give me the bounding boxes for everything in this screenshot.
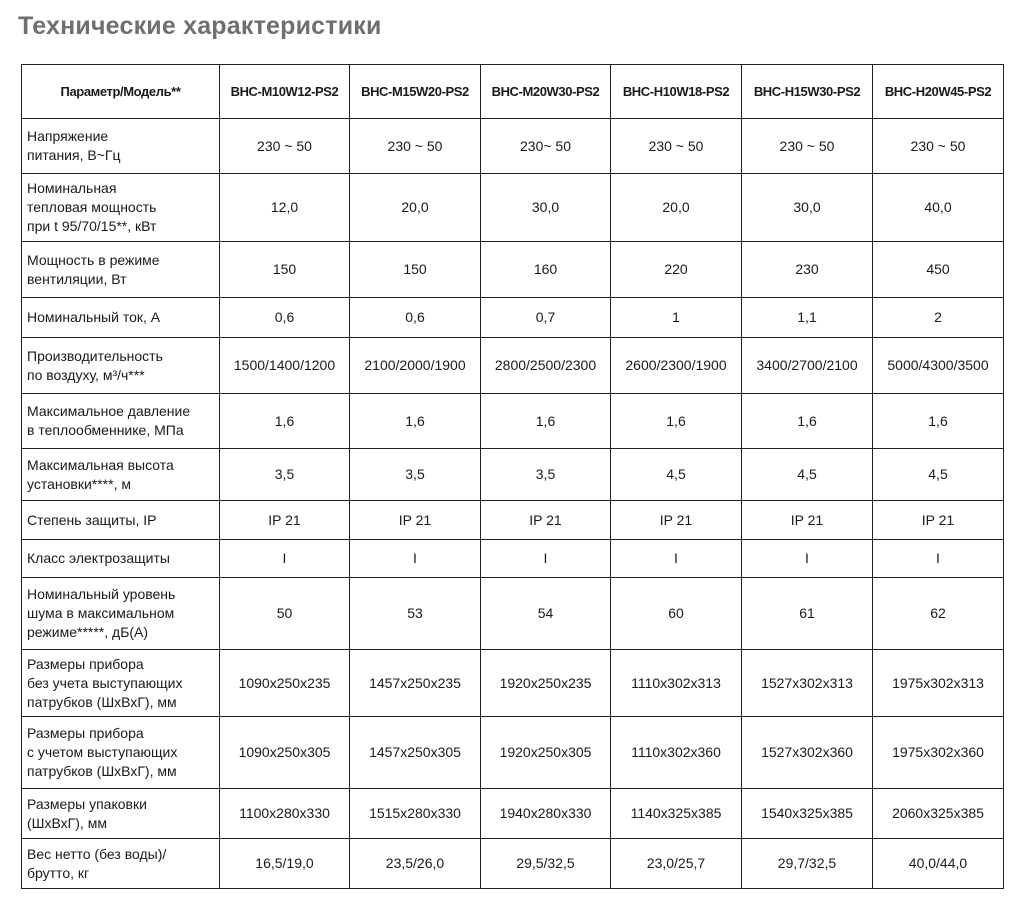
row-label: Номинальный ток, А bbox=[22, 298, 220, 338]
cell-value: 3,5 bbox=[220, 449, 350, 501]
cell-value: 1,6 bbox=[350, 394, 481, 449]
cell-value: 3,5 bbox=[350, 449, 481, 501]
cell-value: 1500/1400/1200 bbox=[220, 338, 350, 394]
cell-value: 1,6 bbox=[481, 394, 611, 449]
row-label: Размеры упаковки (ШхВхГ), мм bbox=[22, 789, 220, 839]
cell-value: 62 bbox=[873, 578, 1004, 650]
header-model: BHC-M10W12-PS2 bbox=[220, 65, 350, 119]
table-row bbox=[22, 338, 1004, 394]
row-label: Вес нетто (без воды)/ брутто, кг bbox=[22, 839, 220, 889]
cell-value: 0,6 bbox=[350, 298, 481, 338]
cell-value: 230 ~ 50 bbox=[350, 119, 481, 174]
cell-value: 1975x302x360 bbox=[873, 717, 1004, 789]
cell-value: 150 bbox=[350, 242, 481, 298]
cell-value: 54 bbox=[481, 578, 611, 650]
cell-value: 230 ~ 50 bbox=[611, 119, 742, 174]
cell-value: 1,6 bbox=[611, 394, 742, 449]
cell-value: 230 ~ 50 bbox=[220, 119, 350, 174]
table-row bbox=[22, 119, 1004, 174]
cell-value: 1457x250x305 bbox=[350, 717, 481, 789]
cell-value: I bbox=[742, 540, 873, 578]
cell-value: 1100x280x330 bbox=[220, 789, 350, 839]
cell-value: 160 bbox=[481, 242, 611, 298]
cell-value: 20,0 bbox=[611, 174, 742, 242]
cell-value: 40,0/44,0 bbox=[873, 839, 1004, 889]
cell-value: 1,1 bbox=[742, 298, 873, 338]
cell-value: 2 bbox=[873, 298, 1004, 338]
cell-value: 4,5 bbox=[873, 449, 1004, 501]
cell-value: 1527x302x360 bbox=[742, 717, 873, 789]
header-param: Параметр/Модель** bbox=[22, 65, 220, 119]
cell-value: 1,6 bbox=[873, 394, 1004, 449]
row-label: Мощность в режиме вентиляции, Вт bbox=[22, 242, 220, 298]
cell-value: 23,5/26,0 bbox=[350, 839, 481, 889]
cell-value: 450 bbox=[873, 242, 1004, 298]
header-model: BHC-H10W18-PS2 bbox=[611, 65, 742, 119]
cell-value: I bbox=[611, 540, 742, 578]
row-label: Производительность по воздуху, м³/ч*** bbox=[22, 338, 220, 394]
cell-value: I bbox=[481, 540, 611, 578]
row-label: Максимальная высота установки****, м bbox=[22, 449, 220, 501]
cell-value: 0,7 bbox=[481, 298, 611, 338]
table-row bbox=[22, 174, 1004, 242]
cell-value: IP 21 bbox=[350, 501, 481, 540]
row-label: Номинальная тепловая мощность при t 95/70/15**, кВт bbox=[22, 174, 220, 242]
table-row bbox=[22, 394, 1004, 449]
cell-value: 16,5/19,0 bbox=[220, 839, 350, 889]
cell-value: 1527x302x313 bbox=[742, 650, 873, 717]
cell-value: 1,6 bbox=[220, 394, 350, 449]
cell-value: 1110x302x360 bbox=[611, 717, 742, 789]
cell-value: 23,0/25,7 bbox=[611, 839, 742, 889]
cell-value: 1110x302x313 bbox=[611, 650, 742, 717]
cell-value: 1920x250x305 bbox=[481, 717, 611, 789]
cell-value: 1140x325x385 bbox=[611, 789, 742, 839]
table-row bbox=[22, 298, 1004, 338]
header-row bbox=[22, 65, 1004, 119]
row-label: Степень защиты, IP bbox=[22, 501, 220, 540]
cell-value: 2600/2300/1900 bbox=[611, 338, 742, 394]
cell-value: 1 bbox=[611, 298, 742, 338]
cell-value: 1940x280x330 bbox=[481, 789, 611, 839]
header-model: BHC-M20W30-PS2 bbox=[481, 65, 611, 119]
table-row bbox=[22, 717, 1004, 789]
cell-value: 29,7/32,5 bbox=[742, 839, 873, 889]
cell-value: 5000/4300/3500 bbox=[873, 338, 1004, 394]
cell-value: 61 bbox=[742, 578, 873, 650]
cell-value: 2800/2500/2300 bbox=[481, 338, 611, 394]
cell-value: 1457x250x235 bbox=[350, 650, 481, 717]
cell-value: 12,0 bbox=[220, 174, 350, 242]
cell-value: IP 21 bbox=[481, 501, 611, 540]
cell-value: 3,5 bbox=[481, 449, 611, 501]
cell-value: 230 bbox=[742, 242, 873, 298]
cell-value: 220 bbox=[611, 242, 742, 298]
cell-value: 2100/2000/1900 bbox=[350, 338, 481, 394]
cell-value: 1090x250x305 bbox=[220, 717, 350, 789]
header-model: BHC-H20W45-PS2 bbox=[873, 65, 1004, 119]
cell-value: 1975x302x313 bbox=[873, 650, 1004, 717]
cell-value: 1515x280x330 bbox=[350, 789, 481, 839]
cell-value: IP 21 bbox=[220, 501, 350, 540]
cell-value: I bbox=[350, 540, 481, 578]
cell-value: IP 21 bbox=[873, 501, 1004, 540]
table-row bbox=[22, 789, 1004, 839]
cell-value: I bbox=[220, 540, 350, 578]
spec-table bbox=[21, 64, 1004, 889]
row-label: Номинальный уровень шума в максимальном режиме*****, дБ(А) bbox=[22, 578, 220, 650]
cell-value: 30,0 bbox=[742, 174, 873, 242]
cell-value: 1090x250x235 bbox=[220, 650, 350, 717]
table-row bbox=[22, 501, 1004, 540]
row-label: Размеры прибора без учета выступающих патрубков (ШхВхГ), мм bbox=[22, 650, 220, 717]
cell-value: 4,5 bbox=[611, 449, 742, 501]
cell-value: 230~ 50 bbox=[481, 119, 611, 174]
cell-value: 4,5 bbox=[742, 449, 873, 501]
header-model: BHC-M15W20-PS2 bbox=[350, 65, 481, 119]
cell-value: 29,5/32,5 bbox=[481, 839, 611, 889]
table-row bbox=[22, 578, 1004, 650]
table-row bbox=[22, 839, 1004, 889]
cell-value: 30,0 bbox=[481, 174, 611, 242]
row-label: Размеры прибора с учетом выступающих патрубков (ШхВхГ), мм bbox=[22, 717, 220, 789]
cell-value: IP 21 bbox=[742, 501, 873, 540]
cell-value: 60 bbox=[611, 578, 742, 650]
cell-value: IP 21 bbox=[611, 501, 742, 540]
cell-value: 150 bbox=[220, 242, 350, 298]
table-row bbox=[22, 650, 1004, 717]
cell-value: 230 ~ 50 bbox=[873, 119, 1004, 174]
cell-value: 1540x325x385 bbox=[742, 789, 873, 839]
cell-value: I bbox=[873, 540, 1004, 578]
table-row bbox=[22, 242, 1004, 298]
table-row bbox=[22, 540, 1004, 578]
row-label: Класс электрозащиты bbox=[22, 540, 220, 578]
cell-value: 40,0 bbox=[873, 174, 1004, 242]
cell-value: 1,6 bbox=[742, 394, 873, 449]
cell-value: 20,0 bbox=[350, 174, 481, 242]
table-row bbox=[22, 449, 1004, 501]
page-title: Технические характеристики bbox=[18, 12, 382, 40]
cell-value: 53 bbox=[350, 578, 481, 650]
cell-value: 3400/2700/2100 bbox=[742, 338, 873, 394]
cell-value: 230 ~ 50 bbox=[742, 119, 873, 174]
cell-value: 0,6 bbox=[220, 298, 350, 338]
row-label: Напряжение питания, В~Гц bbox=[22, 119, 220, 174]
row-label: Максимальное давление в теплообменнике, МПа bbox=[22, 394, 220, 449]
header-model: BHC-H15W30-PS2 bbox=[742, 65, 873, 119]
cell-value: 1920x250x235 bbox=[481, 650, 611, 717]
cell-value: 50 bbox=[220, 578, 350, 650]
cell-value: 2060x325x385 bbox=[873, 789, 1004, 839]
